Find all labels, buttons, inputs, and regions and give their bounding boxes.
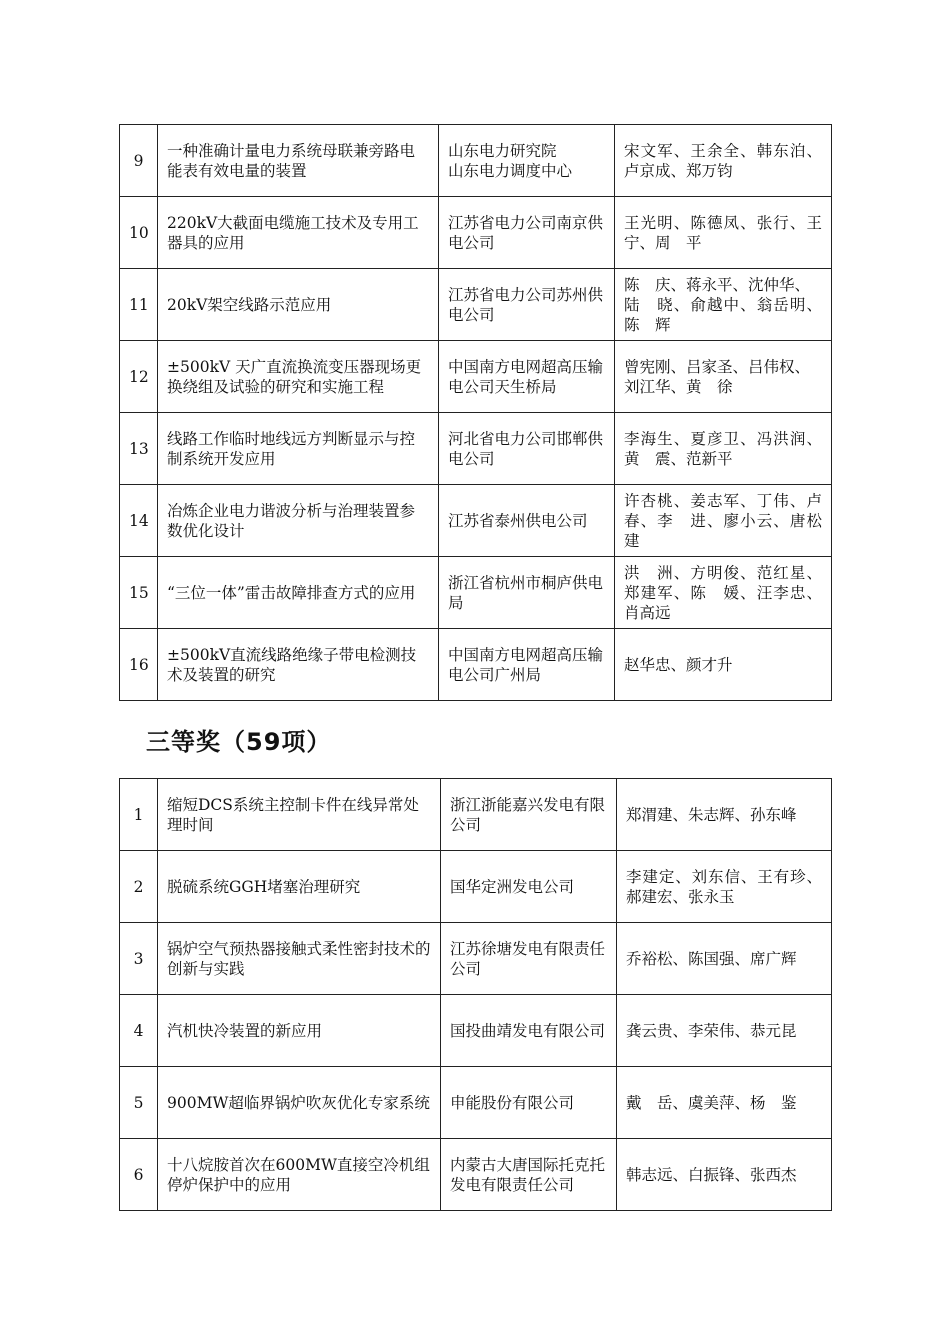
project-name-cell: 220kV大截面电缆施工技术及专用工器具的应用 <box>158 197 439 269</box>
project-name-cell: 汽机快冷装置的新应用 <box>158 995 441 1067</box>
row-number: 10 <box>120 197 158 269</box>
table-row <box>120 1139 832 1211</box>
project-name-cell: 缩短DCS系统主控制卡件在线异常处理时间 <box>158 779 441 851</box>
project-name-cell: ±500kV直流线路绝缘子带电检测技术及装置的研究 <box>158 629 439 701</box>
row-number: 3 <box>120 923 158 995</box>
table-row <box>120 779 832 851</box>
project-name-cell: 线路工作临时地线远方判断显示与控制系统开发应用 <box>158 413 439 485</box>
table-row <box>120 995 832 1067</box>
row-number: 12 <box>120 341 158 413</box>
project-name-cell: 锅炉空气预热器接触式柔性密封技术的创新与实践 <box>158 923 441 995</box>
unit-name-cell: 中国南方电网超高压输电公司天生桥局 <box>439 341 615 413</box>
unit-name-cell: 浙江省杭州市桐庐供电局 <box>439 557 615 629</box>
project-name-cell: ±500kV 天广直流换流变压器现场更换绕组及试验的研究和实施工程 <box>158 341 439 413</box>
personnel-cell: 王光明、陈德凤、张行、王 宁、周 平 <box>615 197 832 269</box>
project-name-cell: 900MW超临界锅炉吹灰优化专家系统 <box>158 1067 441 1139</box>
unit-name-cell: 浙江浙能嘉兴发电有限公司 <box>441 779 617 851</box>
table-row <box>120 125 832 197</box>
personnel-cell: 曾宪刚、吕家圣、吕伟权、 刘江华、黄 徐 <box>615 341 832 413</box>
row-number: 13 <box>120 413 158 485</box>
section-heading-third-prize: 三等奖（59项） <box>146 728 332 756</box>
award-table-second-prize <box>119 124 838 701</box>
row-number: 4 <box>120 995 158 1067</box>
row-number: 9 <box>120 125 158 197</box>
unit-name-cell: 江苏徐塘发电有限责任公司 <box>441 923 617 995</box>
personnel-cell: 乔裕松、陈国强、席广辉 <box>617 923 832 995</box>
personnel-cell: 赵华忠、颜才升 <box>615 629 832 701</box>
table-row <box>120 341 832 413</box>
personnel-cell: 陈 庆、蒋永平、沈仲华、 陆 晓、俞越中、翁岳明、陈 辉 <box>615 269 832 341</box>
award-table-third-prize <box>119 778 832 1211</box>
personnel-cell: 许杏桃、姜志军、丁伟、卢 春、李 进、廖小云、唐松建 <box>615 485 832 557</box>
project-name-cell: 冶炼企业电力谐波分析与治理装置参数优化设计 <box>158 485 439 557</box>
row-number: 2 <box>120 851 158 923</box>
table-row <box>120 413 832 485</box>
unit-name-cell: 中国南方电网超高压输电公司广州局 <box>439 629 615 701</box>
table-row <box>120 485 832 557</box>
table-row <box>120 269 832 341</box>
personnel-cell: 宋文军、王余全、韩东泊、卢京成、郑万钧 <box>615 125 832 197</box>
table-row <box>120 1067 832 1139</box>
unit-name-cell: 内蒙古大唐国际托克托发电有限责任公司 <box>441 1139 617 1211</box>
row-number: 1 <box>120 779 158 851</box>
row-number: 11 <box>120 269 158 341</box>
unit-name-cell: 国华定洲发电公司 <box>441 851 617 923</box>
unit-name-cell: 江苏省电力公司南京供电公司 <box>439 197 615 269</box>
row-number: 16 <box>120 629 158 701</box>
table-row <box>120 629 832 701</box>
project-name-cell: 脱硫系统GGH堵塞治理研究 <box>158 851 441 923</box>
project-name-cell: 20kV架空线路示范应用 <box>158 269 439 341</box>
table-row <box>120 923 832 995</box>
personnel-cell: 戴 岳、虞美萍、杨 鉴 <box>617 1067 832 1139</box>
unit-name-cell: 国投曲靖发电有限公司 <box>441 995 617 1067</box>
unit-name-cell: 江苏省电力公司苏州供电公司 <box>439 269 615 341</box>
project-name-cell: 十八烷胺首次在600MW直接空冷机组停炉保护中的应用 <box>158 1139 441 1211</box>
personnel-cell: 龚云贵、李荣伟、恭元昆 <box>617 995 832 1067</box>
unit-name-cell: 江苏省泰州供电公司 <box>439 485 615 557</box>
unit-name-cell: 申能股份有限公司 <box>441 1067 617 1139</box>
row-number: 14 <box>120 485 158 557</box>
row-number: 5 <box>120 1067 158 1139</box>
personnel-cell: 郑渭建、朱志辉、孙东峰 <box>617 779 832 851</box>
table-row <box>120 851 832 923</box>
project-name-cell: “三位一体”雷击故障排查方式的应用 <box>158 557 439 629</box>
unit-name-cell: 河北省电力公司邯郸供电公司 <box>439 413 615 485</box>
personnel-cell: 李建定、刘东信、王有珍、郝建宏、张永玉 <box>617 851 832 923</box>
table-row <box>120 557 832 629</box>
row-number: 6 <box>120 1139 158 1211</box>
unit-name-cell: 山东电力研究院 山东电力调度中心 <box>439 125 615 197</box>
row-number: 15 <box>120 557 158 629</box>
personnel-cell: 李海生、夏彦卫、冯洪润、黄 震、范新平 <box>615 413 832 485</box>
personnel-cell: 韩志远、白振锋、张西杰 <box>617 1139 832 1211</box>
personnel-cell: 洪 洲、方明俊、范红星、郑建军、陈 媛、汪李忠、肖高远 <box>615 557 832 629</box>
project-name-cell: 一种准确计量电力系统母联兼旁路电能表有效电量的装置 <box>158 125 439 197</box>
table-row <box>120 197 832 269</box>
